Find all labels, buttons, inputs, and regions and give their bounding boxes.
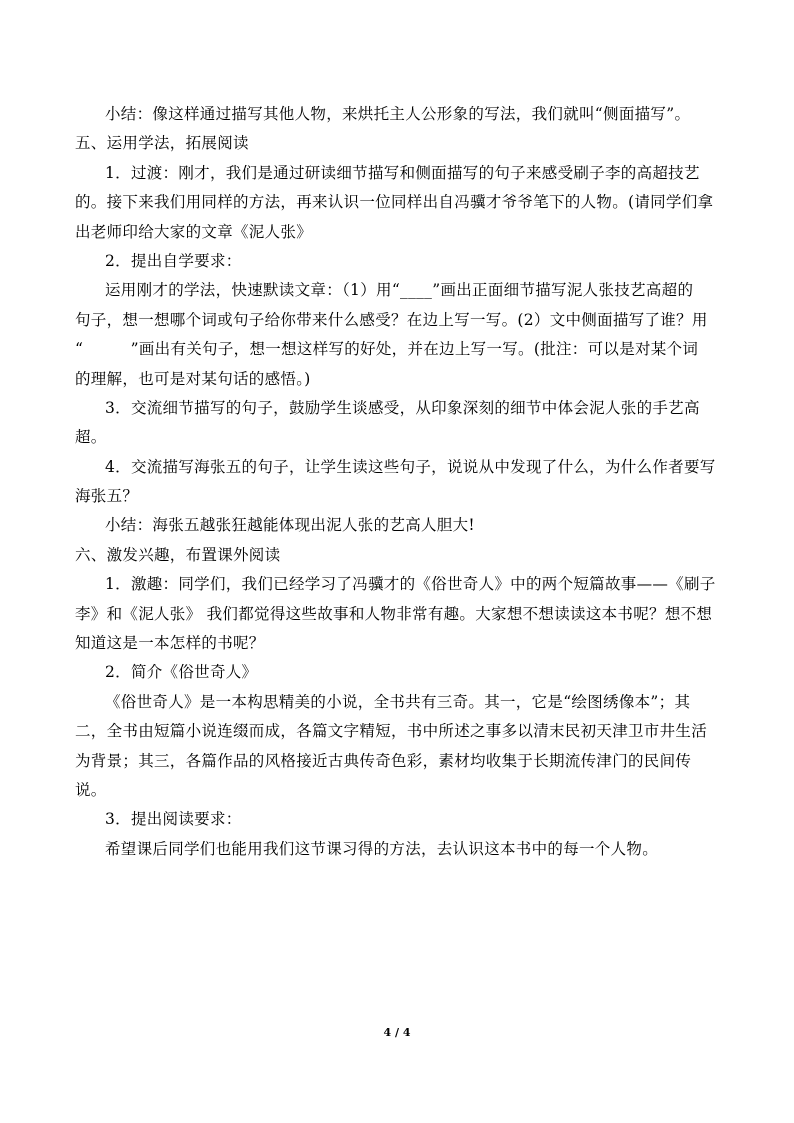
paragraph-line: 二，全书由短篇小说连缀而成，各篇文字精短，书中所述之事多以清末民初天津卫市井生活 xyxy=(75,722,708,741)
paragraph-line: 3．提出阅读要求： xyxy=(105,810,242,829)
section-heading-five: 五、运用学法，拓展阅读 xyxy=(75,134,249,153)
paragraph-line: 出老师印给大家的文章《泥人张》 xyxy=(75,222,313,241)
paragraph-line: 的理解，也可是对某句话的感悟。) xyxy=(75,369,311,388)
paragraph-line: 李》和《泥人张》 我们都觉得这些故事和人物非常有趣。大家想不想读读这本书呢？想不想 xyxy=(75,604,713,623)
paragraph-line: 《俗世奇人》是一本构思精美的小说，全书共有三奇。其一，它是“绘图绣像本”；其 xyxy=(105,692,691,711)
paragraph-line: “ ”画出有关句子，想一想这样写的好处，并在边上写一写。(批注：可以是对某个词 xyxy=(75,340,699,359)
paragraph-line: 2．简介《俗世奇人》 xyxy=(105,663,258,682)
paragraph-line: 1．激趣：同学们，我们已经学习了冯骥才的《俗世奇人》中的两个短篇故事——《刷子 xyxy=(105,575,716,594)
section-heading-six: 六、激发兴趣，布置课外阅读 xyxy=(75,545,281,564)
paragraph-line: 1．过渡：刚才，我们是通过研读细节描写和侧面描写的句子来感受刷子李的高超技艺 xyxy=(105,163,700,182)
paragraph-line: 超。 xyxy=(75,428,107,447)
paragraph-line: 说。 xyxy=(75,780,107,799)
paragraph-line: 4．交流描写海张五的句子，让学生读这些句子，说说从中发现了什么，为什么作者要写 xyxy=(105,457,716,476)
paragraph-line: 句子，想一想哪个词或句子给你带来什么感受？在边上写一写。(2）文中侧面描写了谁？用 xyxy=(75,310,708,329)
paragraph-line: 运用刚才的学法，快速默读文章：（1）用“____”画出正面细节描写泥人张技艺高超的 xyxy=(105,281,694,300)
paragraph-line: 3．交流细节描写的句子，鼓励学生谈感受，从印象深刻的细节中体会泥人张的手艺高 xyxy=(105,398,700,417)
paragraph-line: 知道这是一本怎样的书呢？ xyxy=(75,634,265,653)
paragraph-line: 海张五？ xyxy=(75,487,139,506)
paragraph-line: 的。接下来我们用同样的方法，再来认识一位同样出自冯骥才爷爷笔下的人物。(请同学们拿 xyxy=(75,193,714,212)
paragraph-line: 希望课后同学们也能用我们这节课习得的方法，去认识这本书中的每一个人物。 xyxy=(105,839,659,858)
document-body xyxy=(75,100,725,864)
summary-side-description: 小结：像这样通过描写其他人物，来烘托主人公形象的写法，我们就叫“侧面描写”。 xyxy=(105,105,691,123)
paragraph-line: 为背景；其三，各篇作品的风格接近古典传奇色彩，素材均收集于长期流传津门的民间传 xyxy=(75,751,692,770)
page-number: 4 / 4 xyxy=(383,1026,411,1039)
summary-line: 小结：海张五越张狂越能体现出泥人张的艺高人胆大! xyxy=(105,516,475,535)
paragraph-line: 2．提出自学要求： xyxy=(105,251,242,270)
